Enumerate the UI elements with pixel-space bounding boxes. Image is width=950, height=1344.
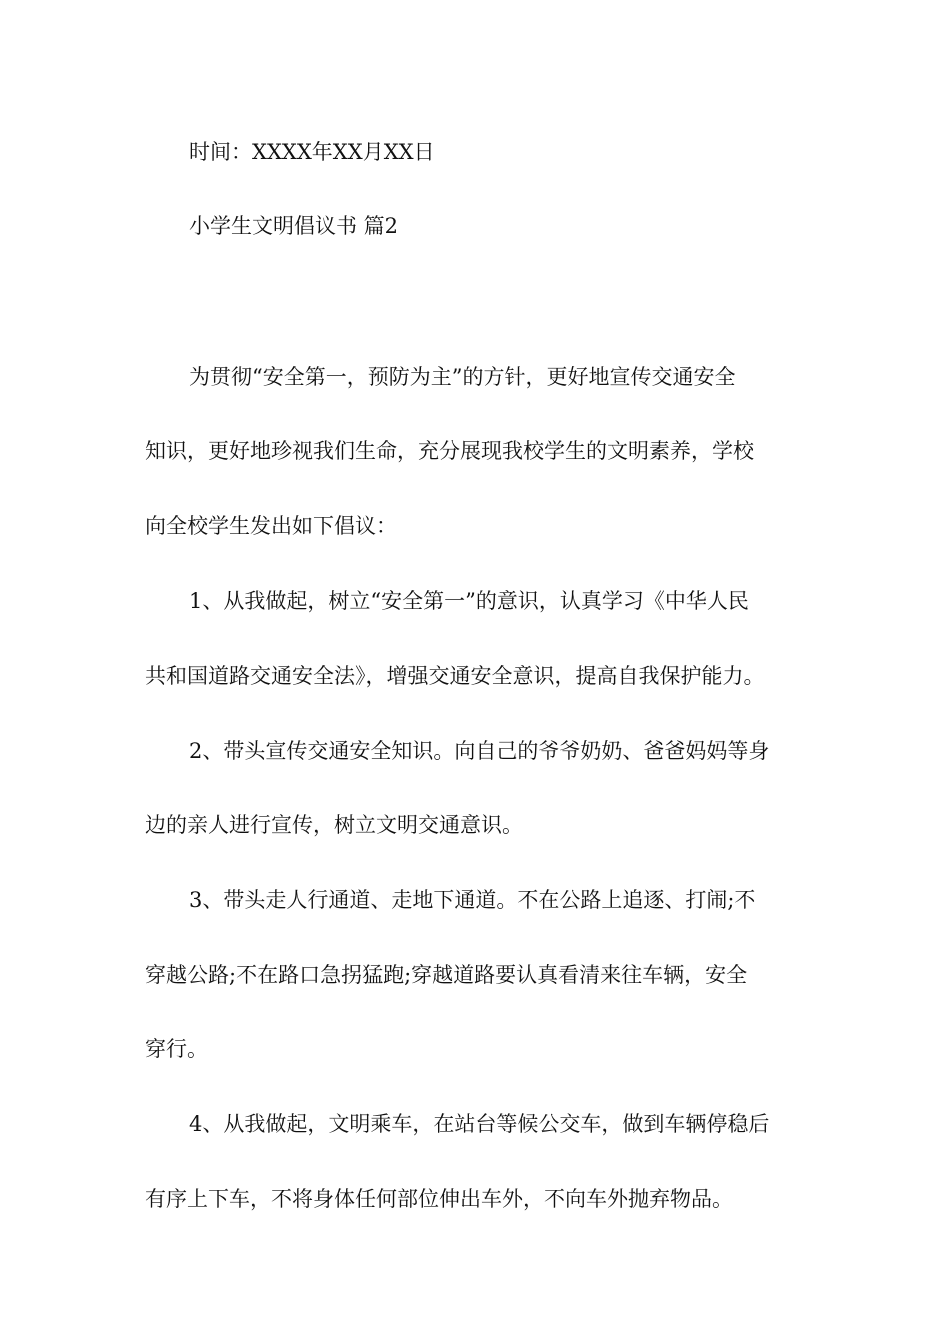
- paragraph-line: 1、从我做起，树立“安全第一”的意识，认真学习《中华人民: [189, 589, 749, 613]
- paragraph-line: 有序上下车，不将身体任何部位伸出车外，不向车外抛弃物品。: [145, 1187, 733, 1211]
- paragraph-line: 向全校学生发出如下倡议：: [145, 514, 397, 538]
- paragraph-line: 知识，更好地珍视我们生命，充分展现我校学生的文明素养，学校: [145, 439, 754, 463]
- paragraph-line: 3、带头走人行通道、走地下通道。不在公路上追逐、打闹;不: [189, 888, 756, 912]
- section-heading: 小学生文明倡议书 篇2: [189, 214, 399, 238]
- paragraph-line: 穿行。: [145, 1037, 208, 1061]
- paragraph-line: 共和国道路交通安全法》，增强交通安全意识，提高自我保护能力。: [145, 664, 765, 688]
- paragraph-line: 穿越公路;不在路口急拐猛跑;穿越道路要认真看清来往车辆，安全: [145, 963, 748, 987]
- paragraph-line: 4、从我做起，文明乘车，在站台等候公交车，做到车辆停稳后: [189, 1112, 770, 1136]
- paragraph-line: 为贯彻“安全第一，预防为主”的方针，更好地宣传交通安全: [189, 365, 736, 389]
- date-line: 时间：XXXX年XX月XX日: [189, 140, 435, 164]
- paragraph-line: 2、带头宣传交通安全知识。向自己的爷爷奶奶、爸爸妈妈等身: [189, 739, 770, 763]
- paragraph-line: 边的亲人进行宣传，树立文明交通意识。: [145, 813, 523, 837]
